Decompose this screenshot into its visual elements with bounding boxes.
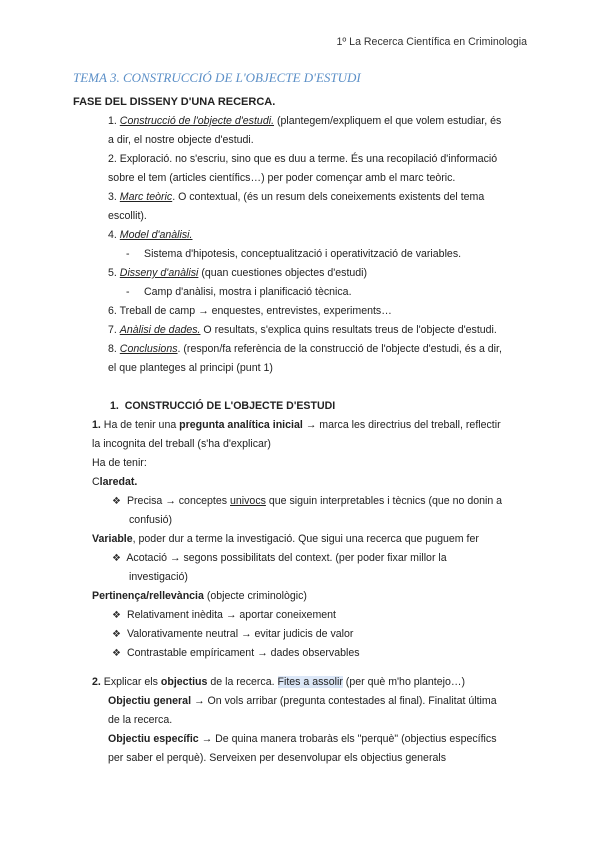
fase-item-5: 5. Disseny d'anàlisi (quan cuestiones objectes d'estudi) [108,267,368,279]
fase-item-1: 1. Construcció de l'objecte d'estudi. (plantegem/expliquem el que volem estudiar, és [108,115,502,127]
objectiu-general: Objectiu general → On vols arribar (pregunta contestades al final). Finalitat última [108,695,497,707]
fase-item-4-sub: - Sistema d'hipotesis, conceptualització i operativització de variables. [126,248,462,260]
term-conclusions: Conclusions [119,343,178,355]
dash-icon: - [126,248,130,260]
pertinenca-bullet: ❖ Valorativamente neutral → evitar judicis de valor [112,628,354,640]
dash-icon: - [126,286,130,298]
term-construccio: Construcció de l'objecte d'estudi. [119,115,275,127]
diamond-bullet-icon: ❖ [112,610,121,621]
variable-bullet: ❖ Acotació → segons possibilitats del context. (per poder fixar millor la [112,552,447,564]
highlighted-text: Fites a assolir [277,676,343,688]
term-analisi-dades: Anàlisi de dades. [119,324,201,336]
fase-item-7: 7. Anàlisi de dades. O resultats, s'explica quins resultats treus de l'objecte d'estudi. [108,324,497,336]
objectiu-especific: Objectiu específic → De quina manera trobaràs els "perquè" (objectius específics [108,733,497,745]
diamond-bullet-icon: ❖ [112,648,121,659]
ha-de-tenir: Ha de tenir: [92,457,147,469]
section-1-point-1: 1. Ha de tenir una pregunta analítica inicial → marca les directrius del treball, reflectir [92,419,501,431]
objectiu-especific-line2: per saber el perquè). Serveixen per desenvolupar els objectius generals [108,752,447,764]
section-1-point-2: 2. Explicar els objectius de la recerca. Fites a assolir (per què m'ho plantejo…) [92,676,466,688]
fase-item-6: 6. Treball de camp → enquestes, entrevistes, experiments… [108,305,392,317]
pertinenca-bullet: ❖ Contrastable empíricament → dades observables [112,647,360,659]
fase-item-5-sub: - Camp d'anàlisi, mostra i planificació tècnica. [126,286,352,298]
fase-item-4: 4. Model d'anàlisi. [108,229,193,241]
variable-bullet-line2: investigació) [129,571,188,583]
fase-item-2-line2: sobre el tem (articles científics…) per poder començar amb el marc teòric. [108,172,456,184]
tema-title: TEMA 3. CONSTRUCCIÓ DE L'OBJECTE D'ESTUDI [73,70,361,85]
diamond-bullet-icon: ❖ [112,496,121,507]
claredat-bullet-line2: confusió) [129,514,172,526]
running-header: 1º La Recerca Científica en Criminologia [336,36,527,48]
pertinenca-bullet: ❖ Relativament inèdita → aportar coneixement [112,609,336,621]
fase-item-8: 8. Conclusions. (respon/fa referència de la construcció de l'objecte d'estudi, és a dir, [108,343,502,355]
pertinenca-line: Pertinença/rellevància (objecte criminològic) [92,590,307,602]
claredat-bullet: ❖ Precisa → conceptes univocs que siguin interpretables i tècnics (que no donin a [112,495,503,507]
fase-item-3-line2: escollit). [108,210,147,222]
variable-line: Variable, poder dur a terme la investigació. Que sigui una recerca que puguem fer [92,533,479,545]
objectiu-general-line2: de la recerca. [108,714,173,726]
term-model-analisi: Model d'anàlisi. [119,229,193,241]
term-marc-teoric: Marc teòric [119,191,173,203]
section-1-heading: 1. CONSTRUCCIÓ DE L'OBJECTE D'ESTUDI [110,400,336,412]
fase-item-2: 2. Exploració. no s'escriu, sino que es duu a terme. És una recopilació d'informació [108,153,498,165]
fase-item-3: 3. Marc teòric. O contextual, (és un resum dels coneixements existents del tema [108,191,485,203]
fase-heading: FASE DEL DISSENY D'UNA RECERCA. [73,96,276,108]
section-1-point-1-line2: la incognita del treball (s'ha d'explicar) [92,438,271,450]
fase-item-8-line2: el que planteges al principi (punt 1) [108,362,273,374]
diamond-bullet-icon: ❖ [112,553,121,564]
claredat-label: Claredat. [92,476,138,488]
diamond-bullet-icon: ❖ [112,629,121,640]
term-disseny-analisi: Disseny d'anàlisi [119,267,199,279]
fase-item-1-line2: a dir, el nostre objecte d'estudi. [108,134,254,146]
